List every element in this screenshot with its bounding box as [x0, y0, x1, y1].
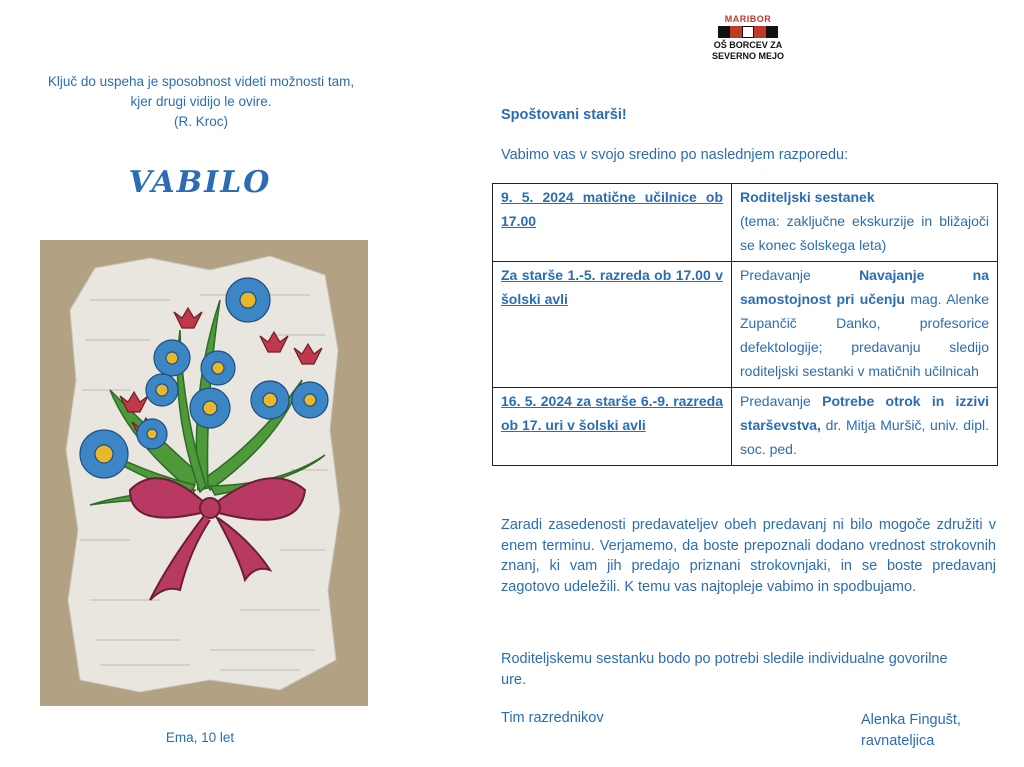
schedule-what — [732, 262, 998, 388]
invitation-title: VABILO — [128, 165, 272, 200]
artwork-caption: Ema, 10 let — [165, 730, 235, 745]
quote-line: Ključ do uspeha je sposobnost videti možnosti tam, — [47, 74, 355, 89]
event-title: Navajanje na samostojnost pri učenju — [740, 267, 989, 307]
logo-emblem — [708, 26, 788, 38]
principal-name: Alenka Fingušt, — [861, 712, 961, 728]
schedule-table — [492, 183, 998, 466]
event-details: (tema: zaključne ekskurzije in bližajoči se konec šolskega leta) — [740, 213, 989, 253]
quote-line: kjer drugi vidijo le ovire. — [130, 94, 272, 109]
schedule-what — [732, 184, 998, 262]
schedule-when: 16. 5. 2024 za starše 6.-9. razreda ob 17. uri v šolski avli — [493, 388, 732, 466]
logo-name-line: OŠ BORCEV ZA — [713, 40, 783, 50]
body-paragraph: Zaradi zasedenosti predavateljev obeh predavanj ni bilo mogoče združiti v enem terminu. Verjamemo, da boste prepoznali dodano vrednost strokovnih znanj, ki vam jih predajo priznani strokovnjaki, in se boste predavanj zagotovo udeležili. K temu vas najtopleje vabimo in spodbujamo. — [501, 517, 996, 595]
event-details: mag. Alenke Zupančič Danko, profesorice defektologije; predavanju sledijo roditeljski sestanki v matičnih učilnicah — [740, 291, 989, 379]
event-details: dr. Mitja Muršič, univ. dipl. soc. ped. — [740, 417, 989, 457]
schedule-when: 9. 5. 2024 matične učilnice ob 17.00 — [493, 184, 732, 262]
flower-bouquet-artwork — [40, 240, 368, 706]
event-title: Potrebe otrok in izzivi starševstva, — [740, 393, 989, 433]
quote-author: (R. Kroc) — [174, 114, 228, 129]
table-row — [493, 184, 998, 262]
event-prefix: Predavanje — [740, 393, 823, 409]
school-logo — [708, 14, 788, 62]
principal-role: ravnateljica — [861, 733, 935, 749]
logo-city: MARIBOR — [724, 14, 772, 24]
quote — [18, 72, 384, 132]
body-paragraph: Roditeljskemu sestanku bodo po potrebi sledile individualne govorilne ure. — [501, 651, 948, 688]
intro-text: Vabimo vas v svojo sredino po naslednjem razporedu: — [501, 147, 849, 163]
event-prefix: Predavanje — [740, 267, 860, 283]
signature-teachers: Tim razrednikov — [501, 710, 604, 726]
schedule-what — [732, 388, 998, 466]
event-title: Roditeljski sestanek — [740, 189, 875, 205]
table-row — [493, 262, 998, 388]
signature-principal — [861, 710, 961, 752]
logo-name-line: SEVERNO MEJO — [711, 51, 785, 61]
table-row — [493, 388, 998, 466]
greeting: Spoštovani starši! — [501, 107, 627, 123]
schedule-when: Za starše 1.-5. razreda ob 17.00 v šolski avli — [493, 262, 732, 388]
